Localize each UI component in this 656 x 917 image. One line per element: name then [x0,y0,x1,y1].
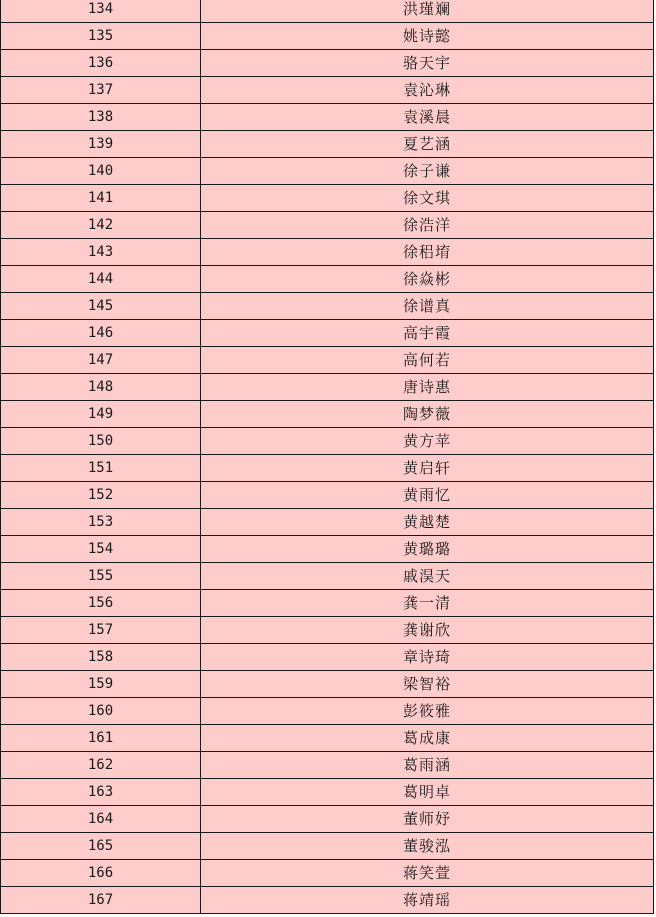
row-number-cell[interactable]: 162 [1,752,201,779]
row-number-cell[interactable]: 142 [1,212,201,239]
row-number-cell[interactable]: 150 [1,428,201,455]
row-number-cell[interactable]: 155 [1,563,201,590]
row-number-cell[interactable]: 149 [1,401,201,428]
student-name-cell[interactable]: 蒋笑萱 [201,860,654,887]
table-row [1,860,654,887]
table-row [1,185,654,212]
student-name-cell[interactable]: 戚淏天 [201,563,654,590]
table-row [1,752,654,779]
student-name-cell[interactable]: 彭筱雅 [201,698,654,725]
row-number-cell[interactable]: 141 [1,185,201,212]
student-name-cell[interactable]: 黄越楚 [201,509,654,536]
row-number-cell[interactable]: 134 [1,0,201,23]
table-row [1,0,654,23]
row-number-cell[interactable]: 148 [1,374,201,401]
row-number-cell[interactable]: 145 [1,293,201,320]
student-name-cell[interactable]: 徐稆堉 [201,239,654,266]
row-number-cell[interactable]: 165 [1,833,201,860]
table-row [1,887,654,914]
row-number-cell[interactable]: 163 [1,779,201,806]
student-name-cell[interactable]: 唐诗惠 [201,374,654,401]
student-name-cell[interactable]: 黄璐璐 [201,536,654,563]
table-row [1,239,654,266]
row-number-cell[interactable]: 152 [1,482,201,509]
table-row [1,455,654,482]
student-name-cell[interactable]: 陶梦薇 [201,401,654,428]
student-name-cell[interactable]: 徐焱彬 [201,266,654,293]
table-row [1,698,654,725]
student-name-cell[interactable]: 袁溪晨 [201,104,654,131]
table-row [1,806,654,833]
table-body [1,0,654,914]
table-row [1,77,654,104]
student-name-cell[interactable]: 葛明卓 [201,779,654,806]
table-row [1,779,654,806]
student-name-cell[interactable]: 黄方苹 [201,428,654,455]
row-number-cell[interactable]: 160 [1,698,201,725]
student-name-cell[interactable]: 葛成康 [201,725,654,752]
table-row [1,293,654,320]
row-number-cell[interactable]: 138 [1,104,201,131]
table-row [1,401,654,428]
table-row [1,536,654,563]
student-name-cell[interactable]: 董骏泓 [201,833,654,860]
table-row [1,212,654,239]
row-number-cell[interactable]: 146 [1,320,201,347]
student-name-cell[interactable]: 董师妤 [201,806,654,833]
table-row [1,563,654,590]
student-name-cell[interactable]: 徐子谦 [201,158,654,185]
row-number-cell[interactable]: 136 [1,50,201,77]
student-name-cell[interactable]: 葛雨涵 [201,752,654,779]
student-name-cell[interactable]: 徐浩洋 [201,212,654,239]
student-name-cell[interactable]: 高宇霞 [201,320,654,347]
table-row [1,482,654,509]
table-row [1,590,654,617]
table-row [1,617,654,644]
row-number-cell[interactable]: 137 [1,77,201,104]
row-number-cell[interactable]: 135 [1,23,201,50]
row-number-cell[interactable]: 143 [1,239,201,266]
table-row [1,23,654,50]
table-row [1,347,654,374]
student-name-cell[interactable]: 徐谱真 [201,293,654,320]
student-name-cell[interactable]: 龚一清 [201,590,654,617]
row-number-cell[interactable]: 147 [1,347,201,374]
student-name-cell[interactable]: 黄启轩 [201,455,654,482]
table-row [1,266,654,293]
row-number-cell[interactable]: 161 [1,725,201,752]
table-row [1,644,654,671]
table-row [1,158,654,185]
row-number-cell[interactable]: 159 [1,671,201,698]
table-row [1,50,654,77]
row-number-cell[interactable]: 151 [1,455,201,482]
row-number-cell[interactable]: 140 [1,158,201,185]
student-name-cell[interactable]: 洪瑾斓 [201,0,654,23]
table-row [1,320,654,347]
table-row [1,104,654,131]
row-number-cell[interactable]: 156 [1,590,201,617]
table-row [1,374,654,401]
row-number-cell[interactable]: 139 [1,131,201,158]
student-name-cell[interactable]: 骆天宇 [201,50,654,77]
student-name-cell[interactable]: 龚谢欣 [201,617,654,644]
student-name-cell[interactable]: 蒋靖瑶 [201,887,654,914]
student-name-cell[interactable]: 梁智裕 [201,671,654,698]
row-number-cell[interactable]: 144 [1,266,201,293]
table-row [1,671,654,698]
row-number-cell[interactable]: 157 [1,617,201,644]
student-name-cell[interactable]: 袁沁琳 [201,77,654,104]
row-number-cell[interactable]: 153 [1,509,201,536]
student-name-cell[interactable]: 章诗琦 [201,644,654,671]
table-row [1,509,654,536]
row-number-cell[interactable]: 167 [1,887,201,914]
student-name-cell[interactable]: 黄雨忆 [201,482,654,509]
row-number-cell[interactable]: 164 [1,806,201,833]
row-number-cell[interactable]: 166 [1,860,201,887]
student-name-cell[interactable]: 夏艺涵 [201,131,654,158]
table-row [1,725,654,752]
table-row [1,131,654,158]
student-name-cell[interactable]: 姚诗懿 [201,23,654,50]
student-name-cell[interactable]: 高何若 [201,347,654,374]
table-row [1,833,654,860]
row-number-cell[interactable]: 154 [1,536,201,563]
row-number-cell[interactable]: 158 [1,644,201,671]
table-row [1,428,654,455]
student-name-cell[interactable]: 徐文琪 [201,185,654,212]
